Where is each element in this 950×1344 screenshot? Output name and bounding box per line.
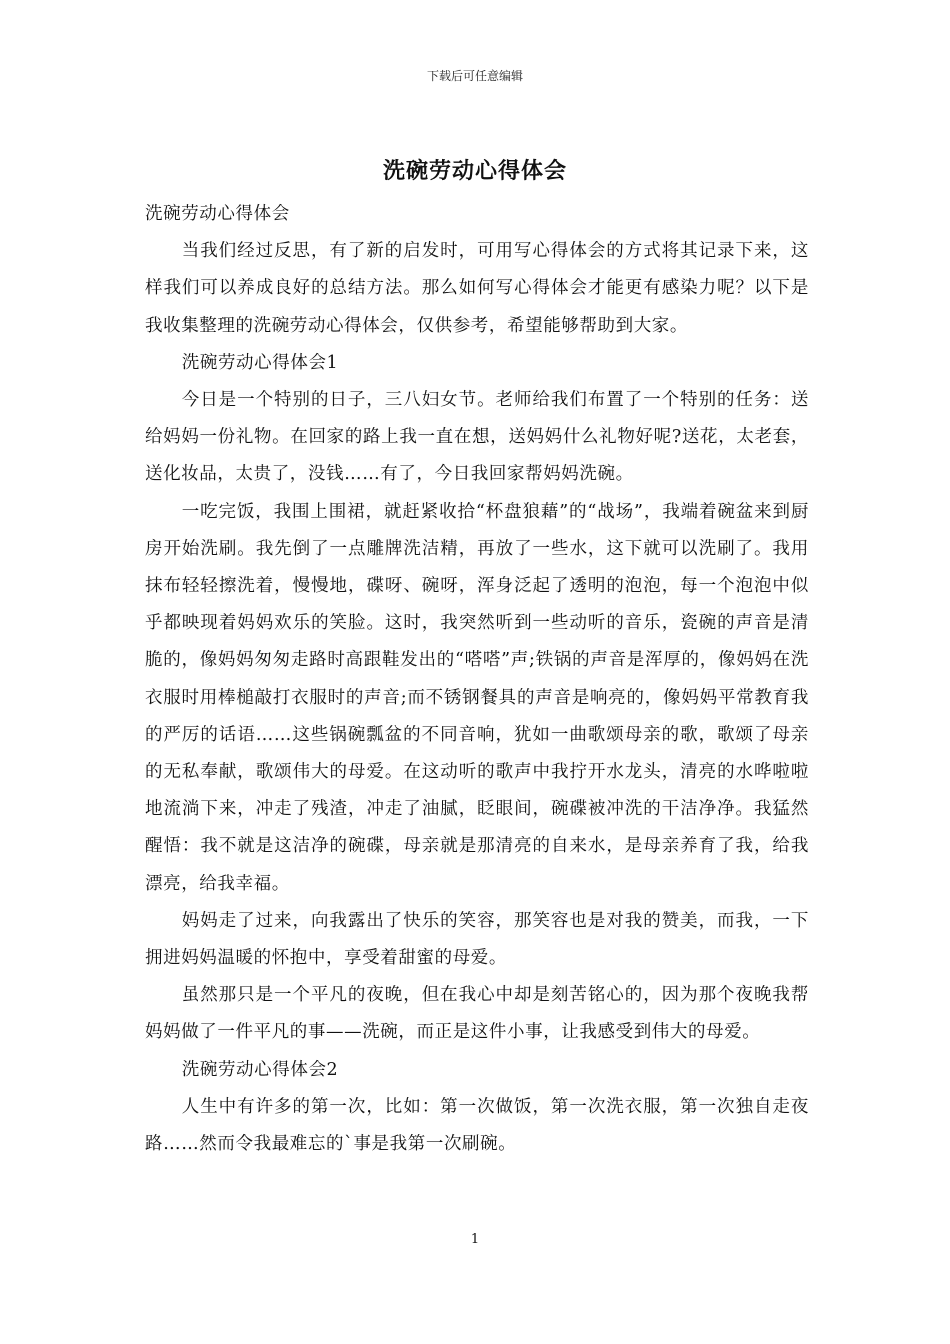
- paragraph: 妈妈走了过来，向我露出了快乐的笑容，那笑容也是对我的赞美，而我，一下拥进妈妈温暖的怀抱中，享受着甜蜜的母爱。: [145, 910, 809, 969]
- header-note: 下载后可任意编辑: [426, 69, 523, 83]
- section-heading-1: 洗碗劳动心得体会1: [181, 352, 339, 373]
- page-number: 1: [470, 1232, 480, 1247]
- body-heading: 洗碗劳动心得体会: [145, 204, 290, 224]
- intro-paragraph: 当我们经过反思，有了新的启发时，可用写心得体会的方式将其记录下来，这样我们可以养成良好的总结方法。那么如何写心得体会才能更有感染力呢？以下是我收集整理的洗碗劳动心得体会，仅供参考，希望能够帮助到大家。: [145, 241, 809, 336]
- section-heading-2: 洗碗劳动心得体会2: [181, 1059, 339, 1080]
- paragraph: 一吃完饭，我围上围裙，就赶紧收拾“杯盘狼藉”的“战场”，我端着碗盆来到厨房开始洗刷。我先倒了一点雕牌洗洁精，再放了一些水，这下就可以洗刷了。我用抹布轻轻擦洗着，慢慢地，碟呀、碗呀，浑身泛起了透明的泡泡，每一个泡泡中似乎都映现着妈妈欢乐的笑脸。这时，我突然听到一些动听的音乐，瓷碗的声音是清脆的，像妈妈匆匆走路时高跟鞋发出的“嗒嗒”声;铁锅的声音是浑厚的，像妈妈在洗衣服时用棒槌敲打衣服时的声音;而不锈钢餐具的声音是响亮的，像妈妈平常教育我的严厉的话语……这些锅碗瓢盆的不同音响，犹如一曲歌颂母亲的歌，歌颂了母亲的无私奉献，歌颂伟大的母爱。在这动听的歌声中我拧开水龙头，清亮的水哗啦啦地流淌下来，冲走了残渣，冲走了油腻，眨眼间，碗碟被冲洗的干洁净净。我猛然醒悟：我不就是这洁净的碗碟，母亲就是那清亮的自来水，是母亲养育了我，给我漂亮，给我幸福。: [145, 501, 809, 894]
- paragraph: 今日是一个特别的日子，三八妇女节。老师给我们布置了一个特别的任务：送给妈妈一份礼物。在回家的路上我一直在想，送妈妈什么礼物好呢?送花，太老套，送化妆品，太贵了，没钱……有了，今日我回家帮妈妈洗碗。: [145, 390, 809, 485]
- paragraph: 人生中有许多的第一次，比如：第一次做饭，第一次洗衣服，第一次独自走夜路……然而令我最难忘的`事是我第一次刷碗。: [145, 1096, 809, 1155]
- paragraph: 虽然那只是一个平凡的夜晚，但在我心中却是刻苦铭心的，因为那个夜晚我帮妈妈做了一件平凡的事——洗碗，而正是这件小事，让我感受到伟大的母爱。: [145, 985, 809, 1043]
- document-body: [145, 196, 809, 1163]
- document-title: 洗碗劳动心得体会: [382, 158, 567, 184]
